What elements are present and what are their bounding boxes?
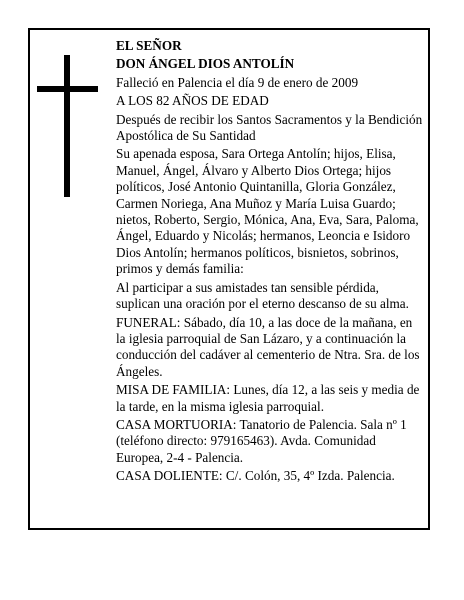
mortuary-paragraph: CASA MORTUORIA: Tanatorio de Palencia. Sala nº 1 (teléfono directo: 979165463). Avda. Comunidad Europea, 2-4 - Palencia. xyxy=(116,416,407,465)
deceased-name: DON ÁNGEL DIOS ANTOLÍN xyxy=(116,56,295,72)
cross-horizontal-bar xyxy=(37,86,98,92)
prayer-paragraph: Al participar a sus amistades tan sensible pérdida, suplican una oración por el eterno descanso de su alma. xyxy=(116,279,409,312)
home-paragraph: CASA DOLIENTE: C/. Colón, 35, 4º Izda. Palencia. xyxy=(116,468,395,484)
sacraments-paragraph: Después de recibir los Santos Sacramentos y la Bendición Apostólica de Su Santidad xyxy=(116,111,423,144)
funeral-paragraph: FUNERAL: Sábado, día 10, a las doce de la mañana, en la iglesia parroquial de San Lázaro, y a continuación la conducción del cadáver al cementerio de Ntra. Sra. de los Ángeles. xyxy=(116,314,420,379)
death-date: Falleció en Palencia el día 9 de enero de 2009 xyxy=(116,74,359,90)
family-mass-paragraph: MISA DE FAMILIA: Lunes, día 12, a las seis y media de la tarde, en la misma iglesia parroquial. xyxy=(116,382,420,414)
cross-vertical-bar xyxy=(64,55,70,197)
notice-title: EL SEÑOR xyxy=(116,38,182,53)
age-line: A LOS 82 AÑOS DE EDAD xyxy=(116,93,269,109)
obituary-text xyxy=(116,38,424,487)
family-paragraph: Su apenada esposa, Sara Ortega Antolín; hijos, Elisa, Manuel, Ángel, Álvaro y Alberto Dios Ortega; hijos políticos, José Antonio Quintanilla, Gloria González, Carmen Noriega, Ana Muñoz y María Luisa Guardo; nietos, Roberto, Sergio, Mónica, Ana, Eva, Sara, Paloma, Ángel, Eduardo y Nicolás; hermanos, Leoncia e Isidoro Dios Antolín; hermanos políticos, bisnietos, sobrinos, primos y demás familia: xyxy=(116,146,419,277)
